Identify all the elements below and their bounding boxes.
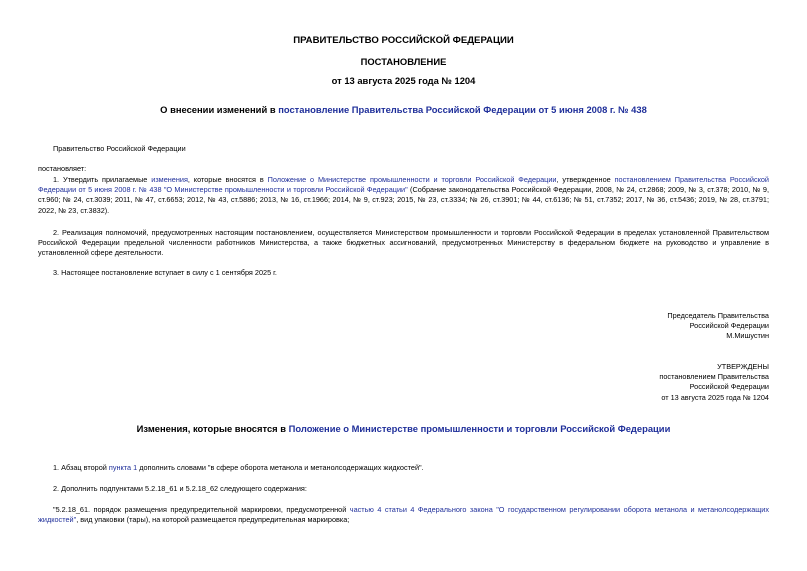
signature-line: Российской Федерации — [689, 321, 769, 331]
government-name: ПРАВИТЕЛЬСТВО РОССИЙСКОЙ ФЕДЕРАЦИИ — [293, 35, 514, 46]
item-3-paragraph: 3. Настоящее постановление вступает в силу с 1 сентября 2025 г. — [53, 268, 277, 277]
item-1-text: 1. Утвердить прилагаемые — [53, 175, 152, 184]
change-1-text: 1. Абзац второй — [53, 463, 109, 472]
document-title — [0, 104, 807, 115]
regulation-link[interactable]: Положение о Министерстве промышленности и торговли Российской Федерации — [267, 175, 557, 184]
change-3-paragraph — [38, 505, 769, 525]
change-2-paragraph: 2. Дополнить подпунктами 5.2.18_61 и 5.2.18_62 следующего содержания: — [53, 484, 307, 493]
preamble-line1: Правительство Российской Федерации — [53, 144, 186, 153]
item-1-text: , которые вносятся в — [187, 175, 268, 184]
approval-line: постановлением Правительства — [659, 372, 769, 382]
changes-link[interactable]: изменения — [151, 175, 188, 184]
approval-line: Российской Федерации — [689, 382, 769, 392]
change-1-paragraph — [53, 463, 769, 473]
title-prefix: О внесении изменений в — [160, 104, 279, 115]
approval-block — [659, 362, 769, 403]
approval-line: УТВЕРЖДЕНЫ — [717, 362, 769, 371]
signature-block — [667, 311, 769, 342]
changes-title-prefix: Изменения, которые вносятся в — [136, 423, 289, 434]
signature-name: М.Мишустин — [726, 331, 769, 341]
approval-line: от 13 августа 2025 года № 1204 — [661, 392, 769, 402]
item-1-text: , утвержденное — [556, 175, 615, 184]
change-3-text: "5.2.18_61. порядок размещения предупредительной маркировки, предусмотренной — [53, 505, 350, 514]
item-1-paragraph — [38, 175, 769, 216]
document-date-number: от 13 августа 2025 года № 1204 — [331, 75, 476, 86]
point-1-link[interactable]: пункта 1 — [108, 463, 138, 472]
resolution-438-link[interactable]: постановлением Правительства Российской Федерации от 5 июня 2008 г. № 438 "О Министерстве промышленности и торговли Российской Федерации" — [38, 175, 769, 195]
preamble-line2: постановляет: — [38, 164, 87, 173]
change-1-text: дополнить словами "в сфере оборота метанола и метанолсодержащих жидкостей". — [137, 463, 424, 472]
item-2-paragraph: 2. Реализация полномочий, предусмотренных настоящим постановлением, осуществляется Министерством промышленности и торговли Российской Федерации в пределах установленной Правительством Российской Федерации предельной численности работников Министерства, а также бюджетных ассигнований, предусмотренных Министерству в федеральном бюджете на руководство и управление в установленной сфере деятельности. — [38, 228, 769, 258]
title-link[interactable]: постановление Правительства Российской Федерации от 5 июня 2008 г. № 438 — [278, 104, 647, 115]
signature-line: Председатель Правительства — [667, 311, 769, 320]
item-1-text: (Собрание законодательства Российской Федерации, 2008, № 24, ст.2868; 2009, № 3, ст.378; 2010, № 9, ст.960; № 24, ст.3039; 2011, № 47, ст.6653; 2012, № 43, ст.5886; 2013, № 16, ст.1966; 2014, № 9, ст.923; 2015, № 23, ст.3334; № 26, ст.3901; № 44, ст.6136; № 51, ст.7352; 2017, № 36, ст.5436; 2019, № 28, ст.3791; 2022, № 23, ст.3832). — [38, 185, 770, 215]
change-3-text: , вид упаковки (тары), на которой размещается предупредительная маркировка; — [76, 515, 350, 525]
federal-law-link[interactable]: частью 4 статьи 4 Федерального закона "О государственном регулировании оборота метанола и метанолсодержащих жидкостей" — [38, 505, 770, 525]
document-type: ПОСТАНОВЛЕНИЕ — [360, 56, 447, 67]
changes-title — [0, 423, 807, 434]
changes-title-link[interactable]: Положение о Министерстве промышленности и торговли Российской Федерации — [288, 423, 671, 434]
